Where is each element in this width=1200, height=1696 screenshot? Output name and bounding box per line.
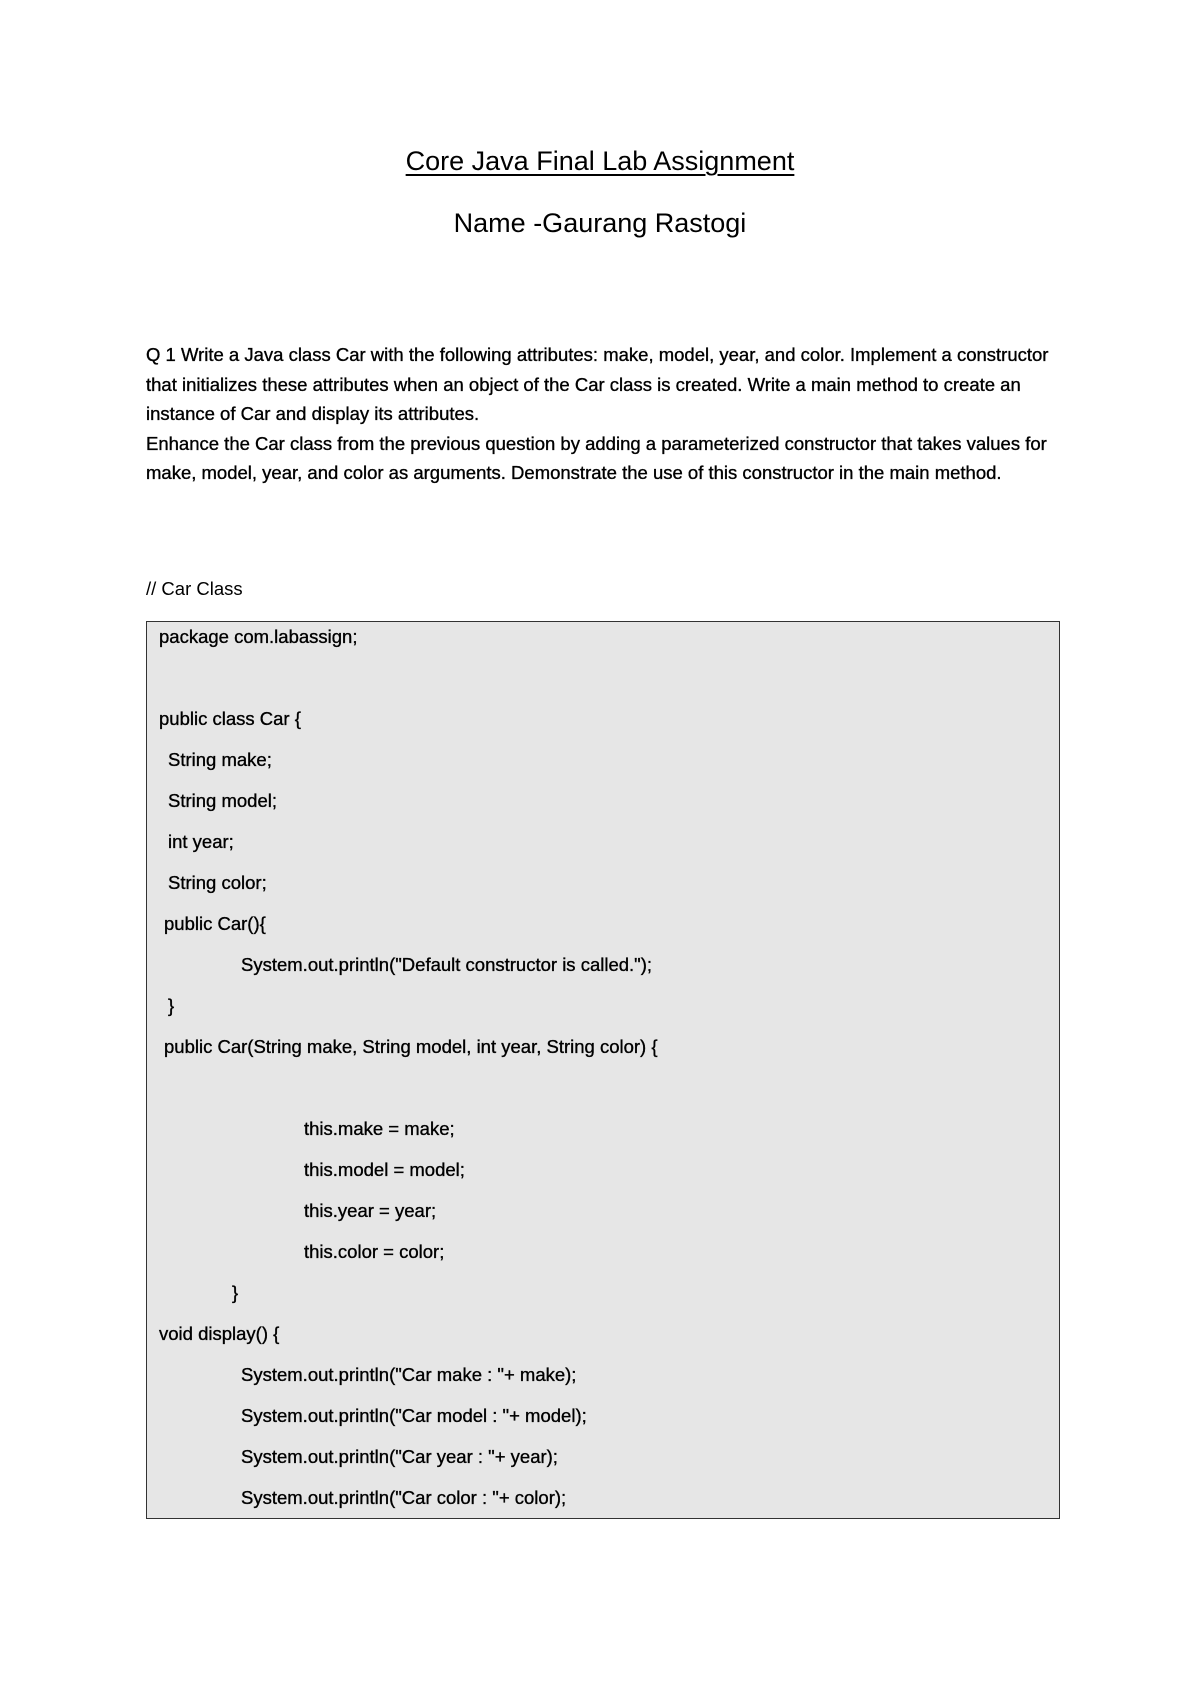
question-paragraph-1: Q 1 Write a Java class Car with the following attributes: make, model, year, and color. Implement a constructor that initializes these attributes when an object of the Car class is created. Write a main method to create an instance of Car and display its attributes.	[146, 344, 1049, 424]
code-line: System.out.println("Car model : "+ model);	[241, 1405, 587, 1426]
code-line: this.year = year;	[304, 1200, 437, 1221]
question-text	[146, 340, 1066, 488]
code-block	[146, 621, 1060, 1519]
code-line: System.out.println("Car color : "+ color);	[241, 1487, 567, 1508]
code-line: }	[232, 1282, 239, 1303]
question-paragraph-2: Enhance the Car class from the previous question by adding a parameterized constructor that takes values for make, model, year, and color as arguments. Demonstrate the use of this constructor in the main method.	[146, 432, 1047, 483]
code-line: package com.labassign;	[159, 626, 358, 647]
code-line: this.color = color;	[304, 1241, 445, 1262]
code-line: this.make = make;	[304, 1118, 455, 1139]
document-title: Core Java Final Lab Assignment	[405, 146, 795, 176]
code-line: this.model = model;	[304, 1159, 465, 1180]
code-line: String color;	[168, 872, 267, 893]
code-line: String make;	[168, 749, 272, 770]
code-line: System.out.println("Default constructor is called.");	[241, 954, 653, 975]
code-line: public class Car {	[159, 708, 301, 729]
code-line: System.out.println("Car year : "+ year);	[241, 1446, 558, 1467]
code-line: void display() {	[159, 1323, 280, 1344]
code-comment: // Car Class	[146, 578, 243, 599]
code-line: String model;	[168, 790, 277, 811]
code-line: System.out.println("Car make : "+ make);	[241, 1364, 577, 1385]
code-line: int year;	[168, 831, 234, 852]
code-line: public Car(String make, String model, int year, String color) {	[164, 1036, 658, 1057]
author-name: Name -Gaurang Rastogi	[453, 208, 747, 238]
code-line: public Car(){	[164, 913, 266, 934]
code-line: }	[168, 995, 175, 1016]
